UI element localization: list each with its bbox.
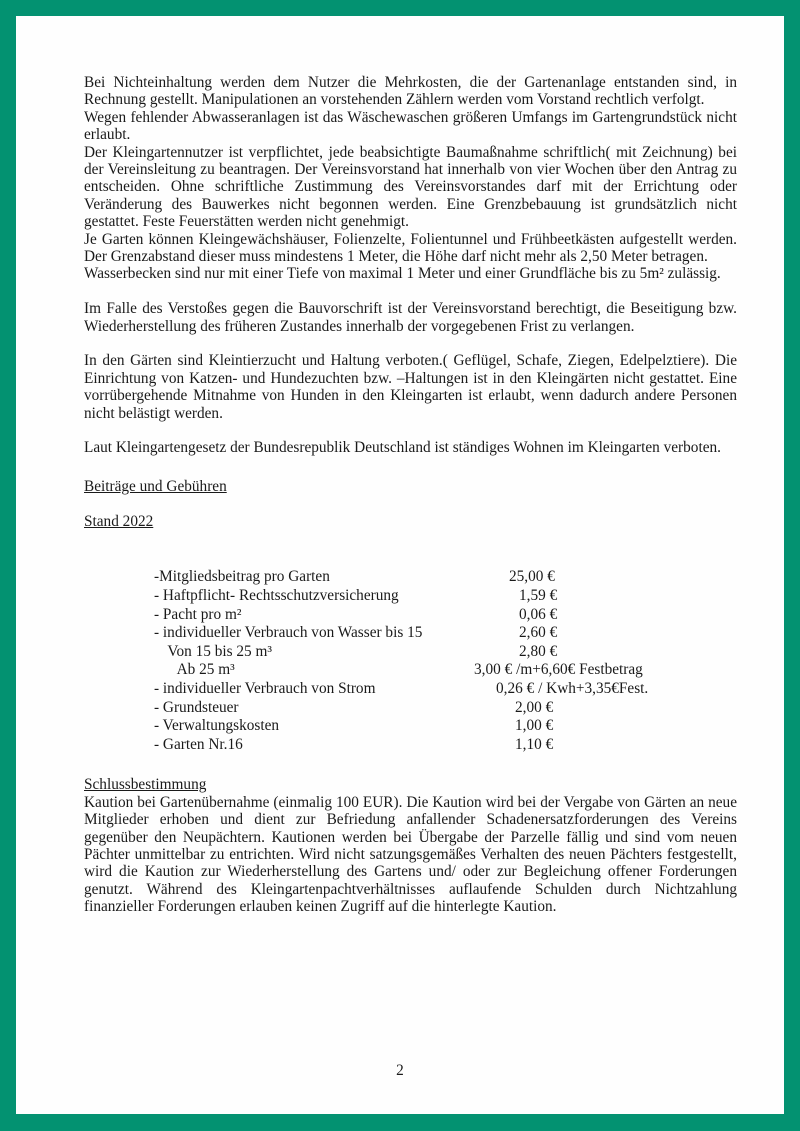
heading-stand: Stand 2022 [84,513,154,531]
fee-label: - Grundsteuer [154,698,239,716]
fee-label: - Haftpflicht- Rechtsschutzversicherung [154,587,399,605]
spacer [84,283,737,300]
fee-row [154,699,714,718]
page-content [84,74,737,916]
fee-label: - individueller Verbrauch von Strom [154,680,376,698]
paragraph-laundry: Wegen fehlender Abwasseranlagen ist das Wäschewaschen größeren Umfangs im Gartengrundstück nicht erlaubt. [84,108,737,144]
fee-label: - Garten Nr.16 [154,735,243,753]
fee-label: - individueller Verbrauch von Wasser bis 15 [154,624,423,642]
fee-label: - Pacht pro m² [154,605,242,623]
paragraph-violation: Im Falle des Verstoßes gegen die Bauvorschrift ist der Vereinsvorstand berechtigt, die Beseitigung bzw. Wiederherstellung des früheren Zustandes innerhalb der vorgegebenen Frist zu verlangen. [84,300,737,335]
fee-label: Ab 25 m³ [166,661,235,679]
fee-row [154,717,714,736]
paragraph-construction: Der Kleingartennutzer ist verpflichtet, jede beabsichtigte Baumaßnahme schriftlich( mit Zeichnung) bei der Vereinsleitung zu beantragen. Der Vereinsvorstand hat innerhalb von vier Wochen über den Antrag zu entscheiden. Ohne schriftliche Zustimmung des Vereinsvorstandes darf mit der Errichtung oder Veränderung des Bauwerkes nicht begonnen werden. Eine Grenzbebauung ist grundsätzlich nicht gestattet. Feste Feuerstätten werden nicht genehmigt. [84,143,737,231]
fee-label: -Mitgliedsbeitrag pro Garten [154,568,330,586]
paragraph-ponds: Wasserbecken sind nur mit einer Tiefe von maximal 1 Meter und einer Grundfläche bis zu 5m² zulässig. [84,265,721,283]
page-number: 2 [396,1062,404,1079]
paragraph-animals: In den Gärten sind Kleintierzucht und Haltung verboten.( Geflügel, Schafe, Ziegen, Edelpelztiere). Die Einrichtung von Katzen- und Hundezuchten bzw. –Haltungen ist in den Kleingärten nicht gestattet. Eine vorrübergehende Mitnahme von Hunden in den Kleingarten ist erlaubt, wenn dadurch andere Personen nicht belästigt werden. [84,352,737,422]
fee-value: 0,26 € / Kwh+3,35€Fest. [496,680,649,698]
fee-label: - Verwaltungskosten [154,717,280,735]
fee-value: 2,60 € [519,624,558,642]
fee-row [154,643,714,662]
fee-row [154,661,714,680]
fee-row [154,680,714,699]
fee-value: 25,00 € [509,568,555,586]
fee-label: Von 15 bis 25 m³ [160,642,272,660]
fee-row [154,587,714,606]
fee-row [154,736,714,755]
paragraph-extra-costs: Bei Nichteinhaltung werden dem Nutzer die Mehrkosten, die der Gartenanlage entstanden sind, in Rechnung gestellt. Manipulationen an vorstehenden Zählern werden vom Vorstand rechtlich verfolgt. [84,74,737,109]
heading-final-provision: Schlussbestimmung [84,776,207,794]
fee-row [154,568,714,587]
heading-fees: Beiträge und Gebühren [84,478,227,496]
fee-value: 0,06 € [519,605,558,623]
fee-value: 3,00 € /m+6,60€ Festbetrag [474,661,643,679]
paragraph-greenhouses: Je Garten können Kleingewächshäuser, Folienzelte, Folientunnel und Frühbeetkästen aufgestellt werden. Der Grenzabstand dieser muss mindestens 1 Meter, die Höhe darf nicht mehr als 2,50 Meter betragen. [84,230,737,266]
paragraph-living: Laut Kleingartengesetz der Bundesrepublik Deutschland ist ständiges Wohnen im Kleingarten verboten. [84,439,721,457]
spacer [84,496,737,513]
fee-value: 2,80 € [519,642,558,660]
paragraph-deposit: Kaution bei Gartenübernahme (einmalig 100 EUR). Die Kaution wird bei der Vergabe von Gärten an neue Mitglieder erhoben und dient zur Befriedung anfallender Schadenersatzforderungen des Vereins gegenüber den Neupächtern. Kautionen werden bei Übergabe der Parzelle fällig und sind vom neuen Pächter unmittelbar zu entrichten. Wird nicht satzungsgemäßes Verhalten des neuen Pächters festgestellt, wird die Kaution zur Wiederherstellung des Gartens und/ oder zur Begleichung offener Forderungen genutzt. Während des Kleingartenpachtverhältnisses auflaufende Schulden durch Nichtzahlung finanzieller Forderungen erlauben keinen Zugriff auf die hinterlegte Kaution. [84,793,737,916]
spacer [84,457,737,474]
fee-row [154,606,714,625]
fee-value: 2,00 € [515,698,554,716]
fee-row [154,624,714,643]
fee-value: 1,00 € [515,717,554,735]
document-page [16,16,784,1114]
fees-table [154,568,714,754]
spacer [84,335,737,352]
spacer [84,422,737,439]
fee-value: 1,59 € [519,587,558,605]
fee-value: 1,10 € [515,735,554,753]
